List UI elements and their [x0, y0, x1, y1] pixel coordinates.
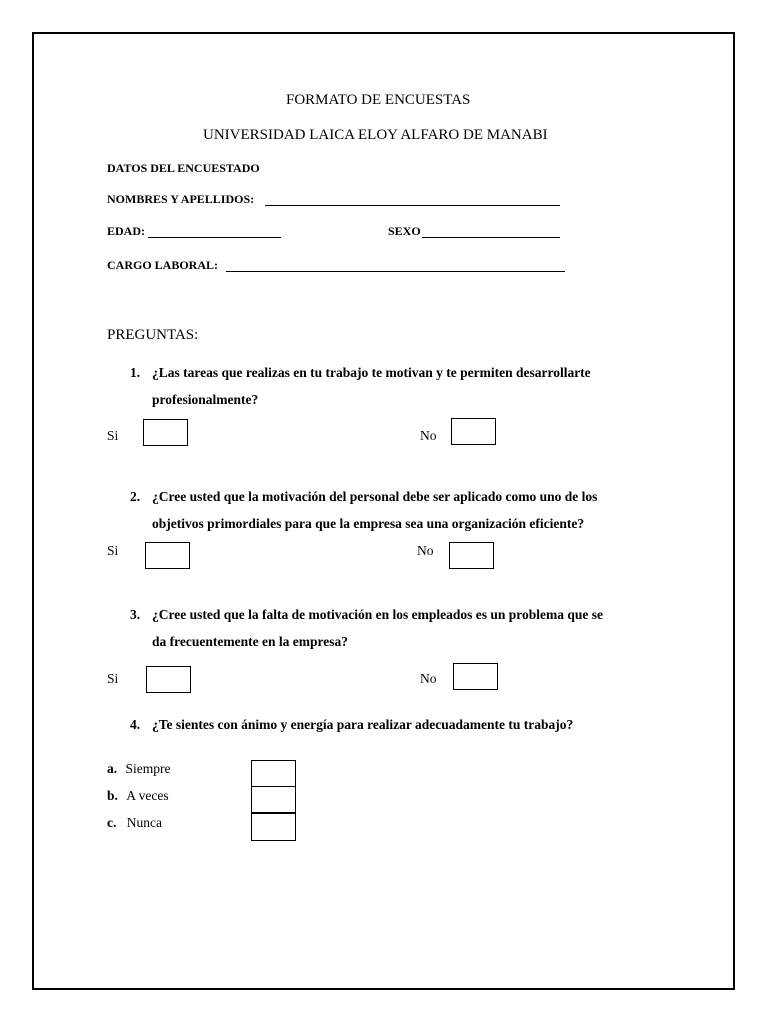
question-1-number: 1.	[130, 365, 141, 380]
question-1-no-label: No	[420, 428, 437, 443]
questions-heading: PREGUNTAS:	[107, 327, 199, 343]
option-a-letter: a.	[107, 761, 118, 776]
question-3-yes-checkbox[interactable]	[146, 666, 191, 693]
question-3-text-line2: da frecuentemente en la empresa?	[152, 634, 348, 649]
age-field[interactable]	[148, 237, 281, 238]
question-2-text-line2: objetivos primordiales para que la empresa sea una organización eficiente?	[152, 516, 585, 531]
question-3-number: 3.	[130, 607, 141, 622]
age-label: EDAD:	[107, 224, 145, 238]
option-a	[107, 761, 171, 777]
question-2-yes-checkbox[interactable]	[145, 542, 190, 569]
option-a-label: Siempre	[125, 761, 171, 776]
option-b-letter: b.	[107, 788, 118, 803]
option-a-checkbox[interactable]	[251, 760, 296, 787]
question-4-text: ¿Te sientes con ánimo y energía para realizar adecuadamente tu trabajo?	[152, 717, 574, 732]
option-b-checkbox[interactable]	[251, 786, 296, 813]
question-4-number: 4.	[130, 717, 141, 732]
option-b	[107, 788, 169, 804]
question-2-text-line1: ¿Cree usted que la motivación del personal debe ser aplicado como uno de los	[152, 489, 598, 504]
question-3-no-label: No	[420, 671, 437, 686]
sex-label: SEXO	[388, 224, 421, 238]
question-1-yes-checkbox[interactable]	[143, 419, 188, 446]
question-1-text-line1: ¿Las tareas que realizas en tu trabajo te motivan y te permiten desarrollarte	[152, 365, 591, 380]
names-field[interactable]	[265, 205, 560, 206]
question-3-text-line1: ¿Cree usted que la falta de motivación en los empleados es un problema que se	[152, 607, 604, 622]
question-3-no-checkbox[interactable]	[453, 663, 498, 690]
question-1-yes-label: Si	[107, 428, 119, 443]
option-c-label: Nunca	[126, 815, 162, 830]
question-2-no-checkbox[interactable]	[449, 542, 494, 569]
university-name: UNIVERSIDAD LAICA ELOY ALFARO DE MANABI	[203, 127, 548, 143]
job-label: CARGO LABORAL:	[107, 258, 219, 272]
option-c-checkbox[interactable]	[251, 813, 296, 841]
respondent-section-label: DATOS DEL ENCUESTADO	[107, 161, 260, 175]
option-b-label: A veces	[126, 788, 169, 803]
option-c-letter: c.	[107, 815, 117, 830]
question-2-no-label: No	[417, 543, 434, 558]
job-field[interactable]	[226, 271, 565, 272]
sex-field[interactable]	[422, 237, 560, 238]
question-1-text-line2: profesionalmente?	[152, 392, 259, 407]
form-title: FORMATO DE ENCUESTAS	[286, 92, 471, 108]
names-label: NOMBRES Y APELLIDOS:	[107, 192, 255, 206]
question-2-number: 2.	[130, 489, 141, 504]
question-3-yes-label: Si	[107, 671, 119, 686]
question-1-no-checkbox[interactable]	[451, 418, 496, 445]
option-c	[107, 815, 162, 831]
question-2-yes-label: Si	[107, 543, 119, 558]
